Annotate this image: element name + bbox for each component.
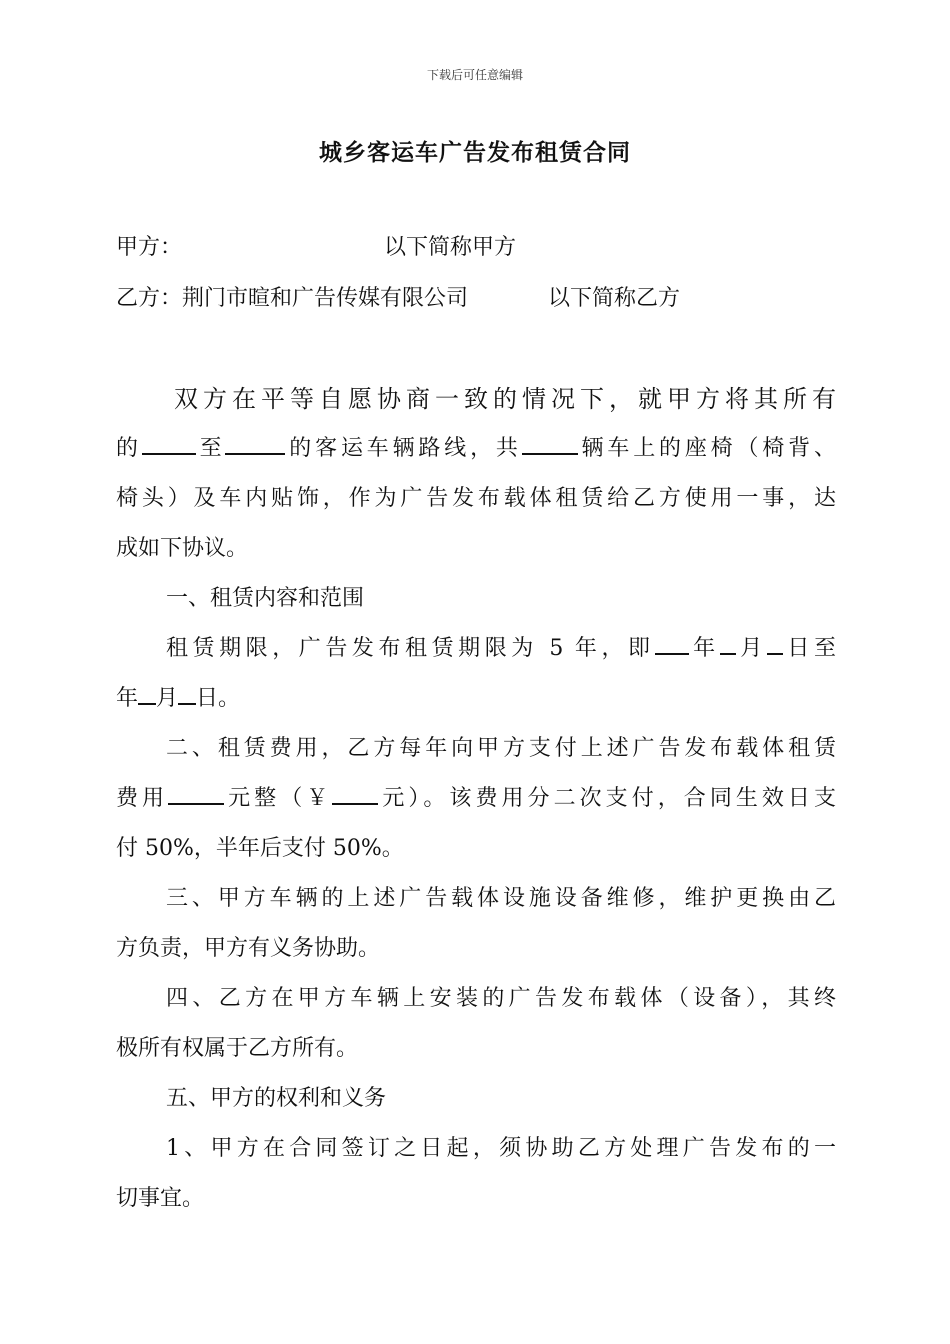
lease-term-line-2 (116, 674, 836, 724)
preamble-line-1: 双方在平等自愿协商一致的情况下，就甲方将其所有 (174, 385, 836, 413)
section-3-line-2: 方负责，甲方有义务协助。 (116, 936, 381, 961)
section-2-line-2 (116, 774, 836, 824)
item-1-line-2: 切事宜。 (116, 1186, 205, 1211)
text-segment: 的 (116, 436, 142, 461)
blank-field (767, 631, 783, 655)
blank-field (720, 631, 736, 655)
blank-field (138, 681, 156, 705)
section-2-line-3: 付 50%，半年后支付 50%。 (116, 836, 404, 861)
party-a-alias: 以下简称甲方 (384, 235, 517, 260)
text-segment: 日。 (196, 686, 241, 711)
blank-field (168, 781, 224, 805)
text-segment: 日至 (782, 636, 836, 661)
party-b-line (116, 284, 681, 314)
item-1-line-1: 1、甲方在合同签订之日起，须协助乙方处理广告发布的一 (166, 1136, 836, 1161)
section-4-line-1: 四、乙方在甲方车辆上安装的广告发布载体（设备），其终 (166, 986, 836, 1011)
preamble-line-4: 成如下协议。 (116, 536, 249, 561)
text-segment: 元）。该费用分二次支付，合同生效日支 (378, 786, 836, 811)
party-a-label: 甲方： (116, 235, 183, 260)
blank-field (225, 431, 285, 455)
party-b-alias: 以下简称乙方 (548, 286, 681, 311)
blank-field (142, 431, 196, 455)
blank-field (522, 431, 578, 455)
text-segment: 元整（￥ (224, 786, 333, 811)
text-segment: 月 (735, 636, 767, 661)
section-1-heading: 一、租赁内容和范围 (166, 586, 365, 611)
text-segment: 的客运车辆路线，共 (285, 436, 522, 461)
party-a-line (116, 233, 517, 263)
blank-field (655, 631, 689, 655)
text-segment: 至 (195, 436, 226, 461)
text-segment: 租赁期限，广告发布租赁期限为 5 年，即 (166, 636, 655, 661)
text-segment: 年 (116, 686, 139, 711)
header-note: 下载后可任意编辑 (426, 68, 523, 82)
section-2-line-1: 二、租赁费用，乙方每年向甲方支付上述广告发布载体租赁 (166, 736, 836, 761)
text-segment: 年 (688, 636, 720, 661)
lease-term-line-1 (116, 624, 836, 674)
blank-field (178, 681, 196, 705)
party-b-label: 乙方：荆门市暄和广告传媒有限公司 (116, 286, 469, 311)
section-3-line-1: 三、甲方车辆的上述广告载体设施设备维修，维护更换由乙 (166, 886, 836, 911)
text-segment: 辆车上的座椅（椅背、 (577, 436, 836, 461)
contract-body (116, 374, 836, 1224)
section-4-line-2: 极所有权属于乙方所有。 (116, 1036, 359, 1061)
text-segment: 费用 (116, 786, 169, 811)
text-segment: 月 (156, 686, 179, 711)
preamble-line-3: 椅头）及车内贴饰，作为广告发布载体租赁给乙方使用一事，达 (116, 486, 836, 511)
document-title: 城乡客运车广告发布租赁合同 (319, 139, 631, 166)
preamble-line-2 (116, 424, 836, 474)
blank-field (332, 781, 378, 805)
section-5-heading: 五、甲方的权利和义务 (166, 1086, 387, 1111)
